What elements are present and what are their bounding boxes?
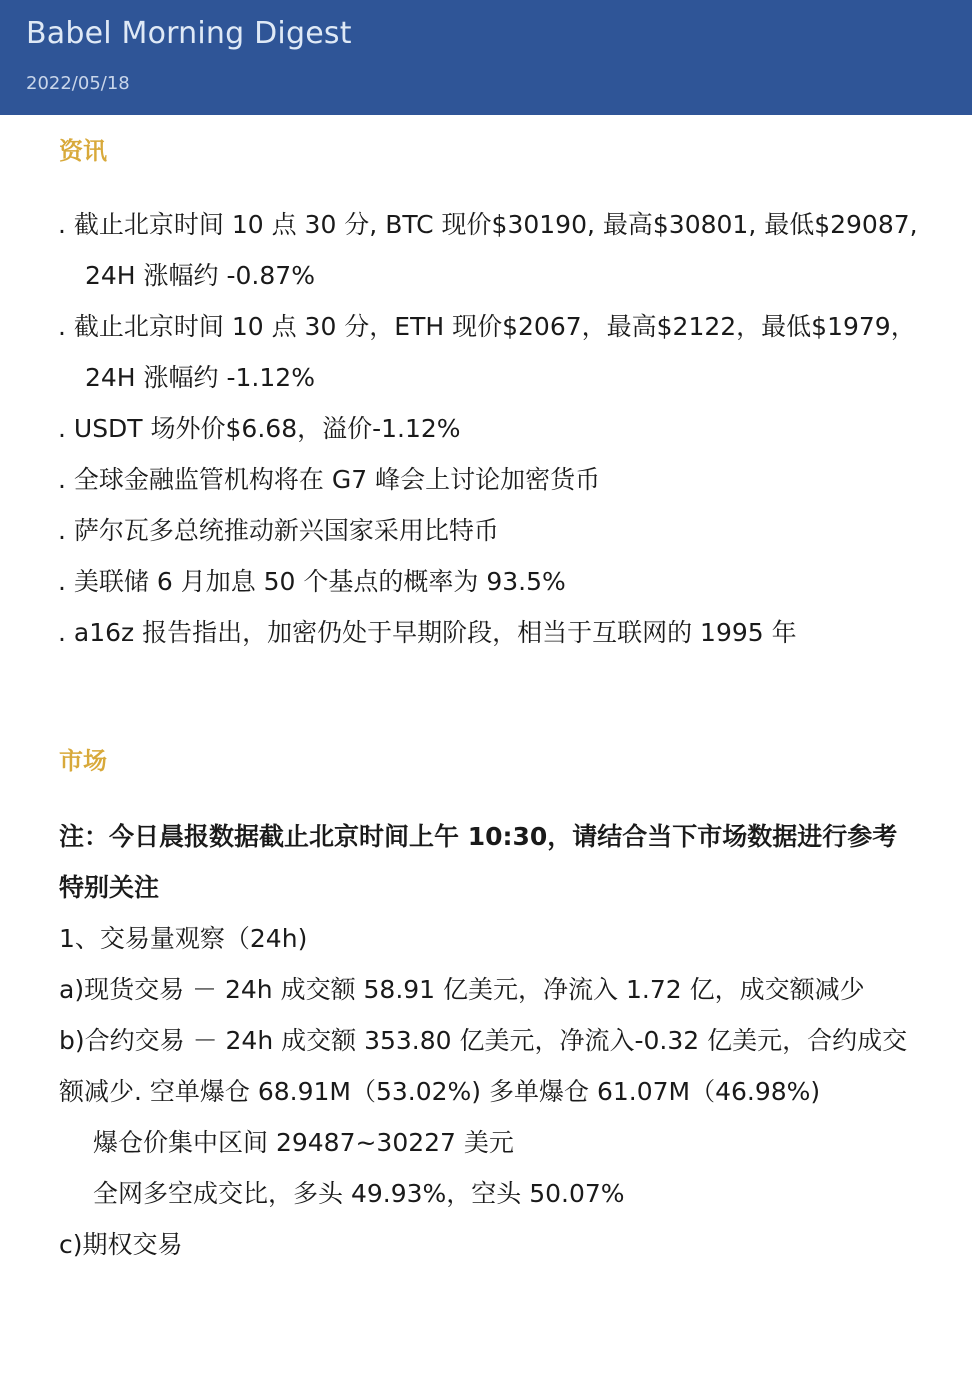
market-line: b)合约交易 － 24h 成交额 353.80 亿美元，净流入-0.32 亿美元，合约成交 xyxy=(59,1026,908,1055)
digest-header xyxy=(0,0,972,115)
market-line: 额减少. 空单爆仓 68.91M（53.02%) 多单爆仓 61.07M（46.98%) xyxy=(59,1077,821,1106)
news-item: . 全球金融监管机构将在 G7 峰会上讨论加密货币 xyxy=(58,465,601,494)
news-item: . USDT 场外价$6.68，溢价-1.12% xyxy=(58,414,461,443)
market-note: 注：今日晨报数据截止北京时间上午 10:30，请结合当下市场数据进行参考 xyxy=(59,822,898,851)
news-item: . a16z 报告指出，加密仍处于早期阶段，相当于互联网的 1995 年 xyxy=(58,618,797,647)
market-line: a)现货交易 － 24h 成交额 58.91 亿美元，净流入 1.72 亿，成交额减少 xyxy=(59,975,865,1004)
digest-date: 2022/05/18 xyxy=(26,73,130,94)
market-note-highlight: 特别关注 xyxy=(59,873,160,902)
news-item: . 美联储 6 月加息 50 个基点的概率为 93.5% xyxy=(58,567,566,596)
news-item: . 萨尔瓦多总统推动新兴国家采用比特币 xyxy=(58,516,499,545)
news-item: . 截止北京时间 10 点 30 分, BTC 现价$30190, 最高$30801, 最低$29087, xyxy=(58,210,918,239)
market-line: c)期权交易 xyxy=(59,1230,183,1259)
news-item-continuation: 24H 涨幅约 -0.87% xyxy=(85,261,315,290)
news-item-continuation: 24H 涨幅约 -1.12% xyxy=(85,363,315,392)
market-line-indented: 全网多空成交比，多头 49.93%，空头 50.07% xyxy=(93,1179,625,1208)
market-line: 1、交易量观察（24h) xyxy=(59,924,308,953)
market-section-title: 市场 xyxy=(59,747,107,775)
news-section-title: 资讯 xyxy=(59,137,107,165)
news-item: . 截止北京时间 10 点 30 分，ETH 现价$2067，最高$2122，最低$1979， xyxy=(58,312,916,341)
digest-title: Babel Morning Digest xyxy=(26,16,352,51)
market-line-indented: 爆仓价集中区间 29487~30227 美元 xyxy=(93,1128,514,1157)
